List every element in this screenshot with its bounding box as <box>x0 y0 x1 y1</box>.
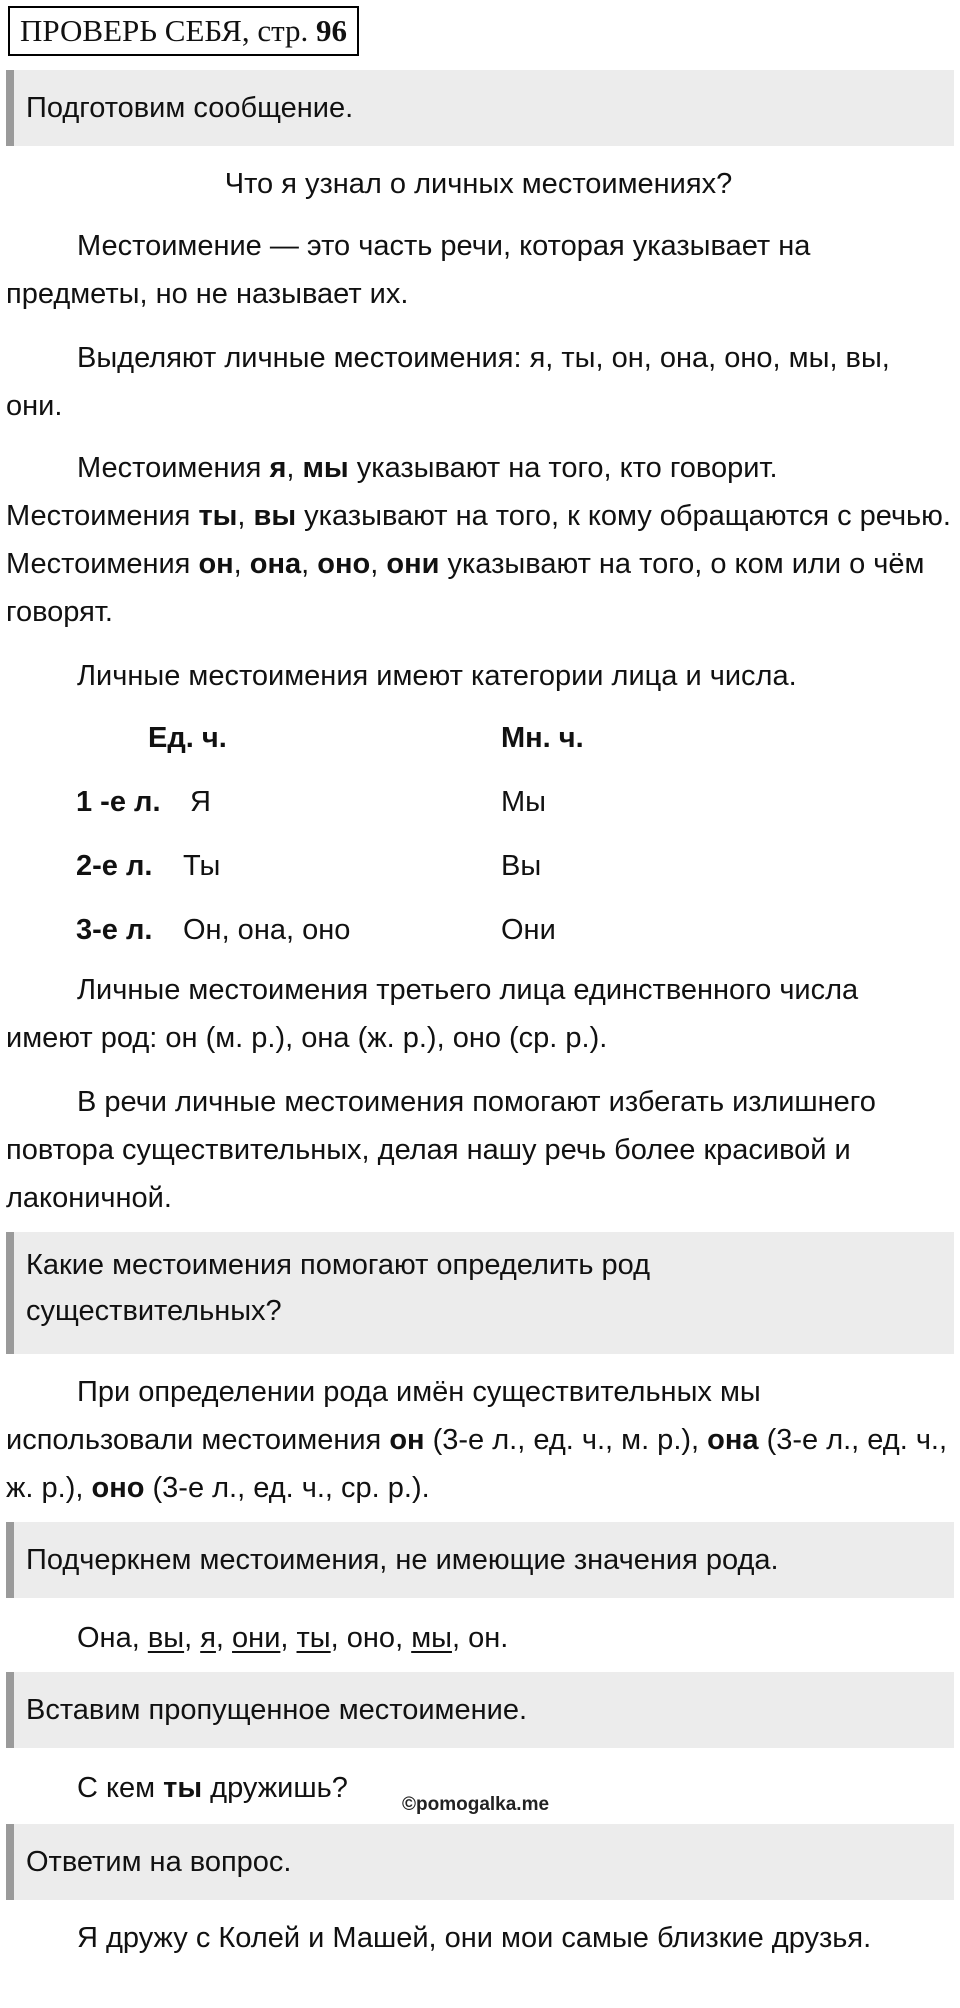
row-plural: Вы <box>501 850 542 882</box>
paragraph-usage: Местоимения я, мы указывают на того, кто говорит. Местоимения ты, вы указывают на того, к кому обращаются с речью. Местоимения он, она, оно, они указывают на того, о ком или о чём говорят. <box>6 452 951 628</box>
task-heading-5-text: Ответим на вопрос. <box>26 1846 292 1878</box>
underlined-pronoun: мы <box>411 1622 452 1654</box>
paragraph-speech: В речи личные местоимения помогают избегать излишнего повтора существительных, делая нашу речь более красивой и лаконичной. <box>6 1086 876 1214</box>
task2-answer: При определении рода имён существительных мы использовали местоимения он (3-е л., ед. ч., м. р.), она (3-е л., ед. ч., ж. р.), оно (3-е л., ед. ч., ср. р.). <box>6 1376 948 1504</box>
task-heading-2-text: Какие местоимения помогают определить род существительных? <box>26 1249 651 1327</box>
paragraph-gender: Личные местоимения третьего лица единственного числа имеют род: он (м. р.), она (ж. р.), оно (ср. р.). <box>6 974 859 1054</box>
task-heading-3-text: Подчеркнем местоимения, не имеющие значения рода. <box>26 1544 779 1576</box>
row-singular: Он, она, оно <box>183 914 351 946</box>
task-heading-3 <box>6 1522 954 1598</box>
header-singular: Ед. ч. <box>148 722 227 754</box>
subtitle: Что я узнал о личных местоимениях? <box>224 168 733 200</box>
task5-answer: Я дружу с Колей и Машей, они мои самые близкие друзья. <box>77 1922 872 1954</box>
row-plural: Они <box>501 914 556 946</box>
row-plural: Мы <box>501 786 547 818</box>
page-title <box>8 6 359 56</box>
row-person: 2-е л. <box>76 850 153 882</box>
task-heading-1 <box>6 70 954 146</box>
task-heading-1-text: Подготовим сообщение. <box>26 92 354 124</box>
underlined-pronoun: я <box>200 1622 216 1654</box>
pronoun-list: Она, вы, я, они, ты, оно, мы, он. <box>77 1622 509 1654</box>
underlined-pronoun: вы <box>147 1622 185 1654</box>
header-plural: Мн. ч. <box>501 722 584 754</box>
pronoun: оно <box>346 1622 396 1654</box>
task-heading-2 <box>6 1232 954 1354</box>
watermark: ©pomogalka.me <box>402 1794 550 1815</box>
task-heading-4 <box>6 1672 954 1748</box>
paragraph-categories: Личные местоимения имеют категории лица и числа. <box>77 660 797 692</box>
row-singular: Я <box>190 786 211 818</box>
underlined-pronoun: они <box>232 1622 281 1654</box>
pronoun: он <box>468 1622 501 1654</box>
row-person: 3-е л. <box>76 914 153 946</box>
paragraph-definition: Местоимение — это часть речи, которая указывает на предметы, но не называет их. <box>6 230 811 310</box>
row-singular: Ты <box>183 850 221 882</box>
title-text: ПРОВЕРЬ СЕБЯ, стр. <box>20 13 309 48</box>
pronoun: Она <box>77 1622 132 1654</box>
page-number: 96 <box>316 13 348 48</box>
task-heading-4-text: Вставим пропущенное местоимение. <box>26 1694 528 1726</box>
task-heading-5 <box>6 1824 954 1900</box>
task4-sentence: С кем ты дружишь? <box>77 1772 348 1804</box>
row-person: 1 -е л. <box>76 786 161 818</box>
underlined-pronoun: ты <box>296 1622 331 1654</box>
paragraph-list: Выделяют личные местоимения: я, ты, он, она, оно, мы, вы, они. <box>6 342 890 422</box>
